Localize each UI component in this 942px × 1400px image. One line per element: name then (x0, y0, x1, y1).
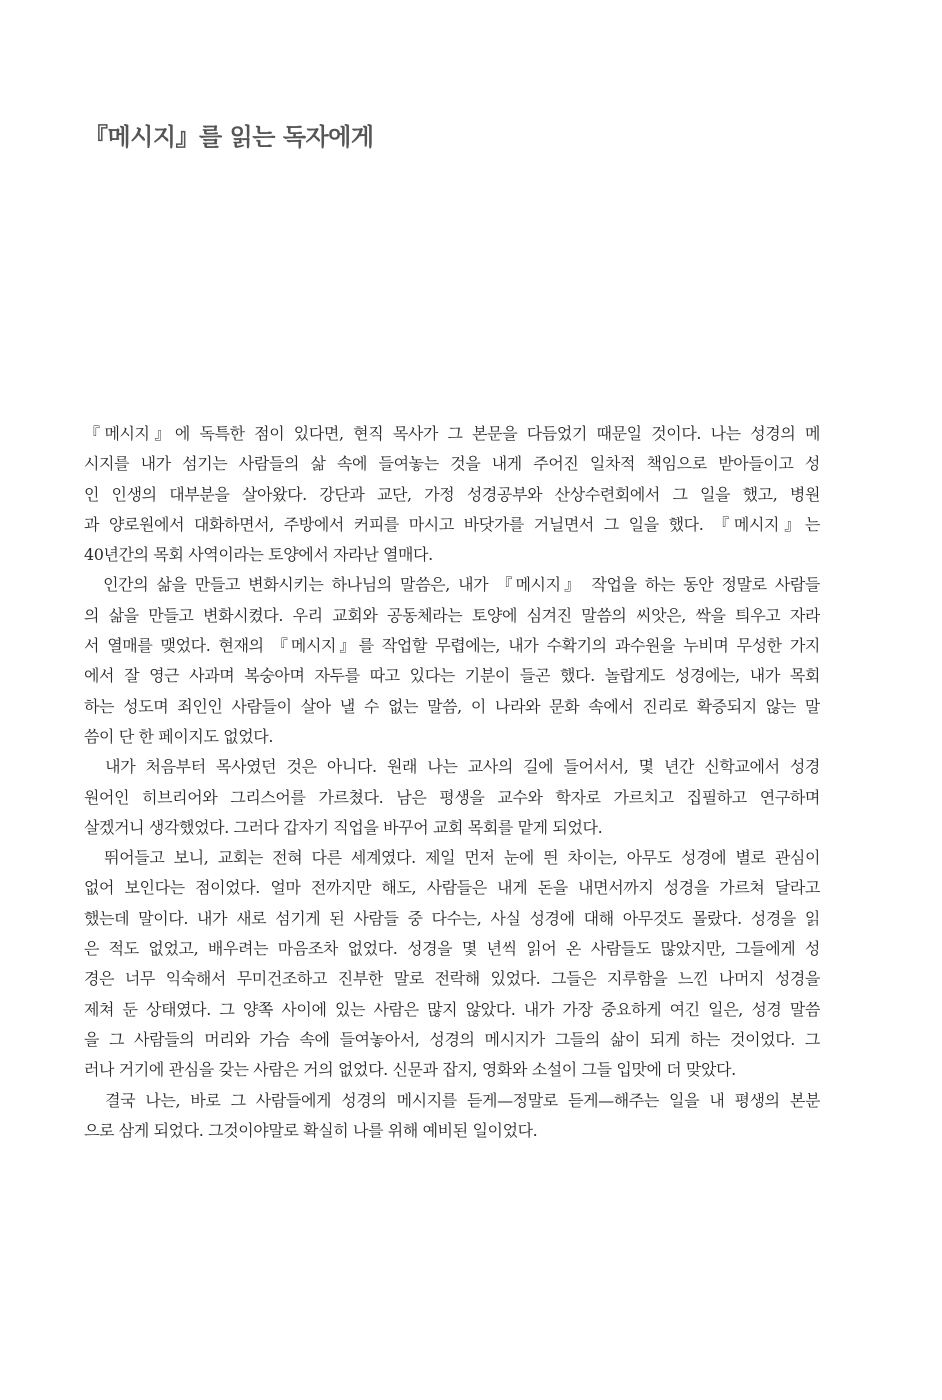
text-line: 없어 보인다는 점이었다. 얼마 전까지만 해도, 사람들은 내게 돈을 내면서까지 성경을 가르쳐 달라고 (84, 878, 820, 898)
text-line: 하는 성도며 죄인인 사람들이 살아 낼 수 없는 말씀, 이 나라와 문화 속에서 진리로 확증되지 않는 말 (84, 696, 820, 716)
text-line: 서 열매를 맺었다. 현재의 『메시지』를 작업할 무렵에는, 내가 수확기의 과수원을 누비며 무성한 가지 (84, 636, 820, 656)
text-line: 원어인 히브리어와 그리스어를 가르쳤다. 남은 평생을 교수와 학자로 가르치고 집필하고 연구하며 (84, 787, 820, 807)
text-line: 40년간의 목회 사역이라는 토양에서 자라난 열매다. (84, 545, 433, 565)
text-line: 제쳐 둔 상태였다. 그 양쪽 사이에 있는 사람은 많지 않았다. 내가 가장 중요하게 여긴 일은, 성경 말씀 (84, 999, 820, 1019)
text-line: 결국 나는, 바로 그 사람들에게 성경의 메시지를 듣게—정말로 듣게—해주는 일을 내 평생의 본분 (84, 1090, 820, 1110)
text-line: 을 그 사람들의 머리와 가슴 속에 들여놓아서, 성경의 메시지가 그들의 삶이 되게 하는 것이었다. 그 (84, 1029, 820, 1049)
text-line: 과 양로원에서 대화하면서, 주방에서 커피를 마시고 바닷가를 거닐면서 그 일을 했다. 『메시지』는 (84, 514, 820, 534)
text-line: 으로 삼게 되었다. 그것이야말로 확실히 나를 위해 예비된 일이었다. (84, 1120, 538, 1140)
text-line: 시지를 내가 섬기는 사람들의 삶 속에 들여놓는 것을 내게 주어진 일차적 책임으로 받아들이고 성 (84, 454, 820, 474)
text-line: 했는데 말이다. 내가 새로 섬기게 된 사람들 중 다수는, 사실 성경에 대해 아무것도 몰랐다. 성경을 읽 (84, 908, 820, 928)
paragraph (84, 1086, 820, 1147)
text-line: 뛰어들고 보니, 교회는 전혀 다른 세계였다. 제일 먼저 눈에 띈 차이는, 아무도 성경에 별로 관심이 (84, 848, 820, 868)
paragraph (84, 570, 820, 752)
body-text (84, 419, 820, 1146)
text-line: 경은 너무 익숙해서 무미건조하고 진부한 말로 전락해 있었다. 그들은 지루함을 느낀 나머지 성경을 (84, 969, 820, 989)
text-line: 은 적도 없었고, 배우려는 마음조차 없었다. 성경을 몇 년씩 읽어 온 사람들도 많았지만, 그들에게 성 (84, 939, 820, 959)
text-line: 인간의 삶을 만들고 변화시키는 하나님의 말씀은, 내가 『메시지』 작업을 하는 동안 정말로 사람들 (84, 575, 820, 595)
text-line: 씀이 단 한 페이지도 없었다. (84, 726, 274, 746)
paragraph (84, 843, 820, 1085)
text-line: 러나 거기에 관심을 갖는 사람은 거의 없었다. 신문과 잡지, 영화와 소설이 그들 입맛에 더 맞았다. (84, 1060, 736, 1080)
text-line: 살겠거니 생각했었다. 그러다 갑자기 직업을 바꾸어 교회 목회를 맡게 되었다. (84, 817, 603, 837)
paragraph (84, 752, 820, 843)
paragraph (84, 419, 820, 570)
page-title: 『메시지』를 읽는 독자에게 (84, 123, 374, 151)
text-line: 내가 처음부터 목사였던 것은 아니다. 원래 나는 교사의 길에 들어서서, 몇 년간 신학교에서 성경 (84, 757, 820, 777)
text-line: 의 삶을 만들고 변화시켰다. 우리 교회와 공동체라는 토양에 심겨진 말씀의 씨앗은, 싹을 틔우고 자라 (84, 605, 820, 625)
text-line: 『메시지』에 독특한 점이 있다면, 현직 목사가 그 본문을 다듬었기 때문일 것이다. 나는 성경의 메 (84, 424, 820, 443)
text-line: 인 인생의 대부분을 살아왔다. 강단과 교단, 가정 성경공부와 산상수련회에서 그 일을 했고, 병원 (84, 484, 820, 504)
text-line: 에서 잘 영근 사과며 복숭아며 자두를 따고 있다는 기분이 들곤 했다. 놀랍게도 성경에는, 내가 목회 (84, 666, 820, 686)
